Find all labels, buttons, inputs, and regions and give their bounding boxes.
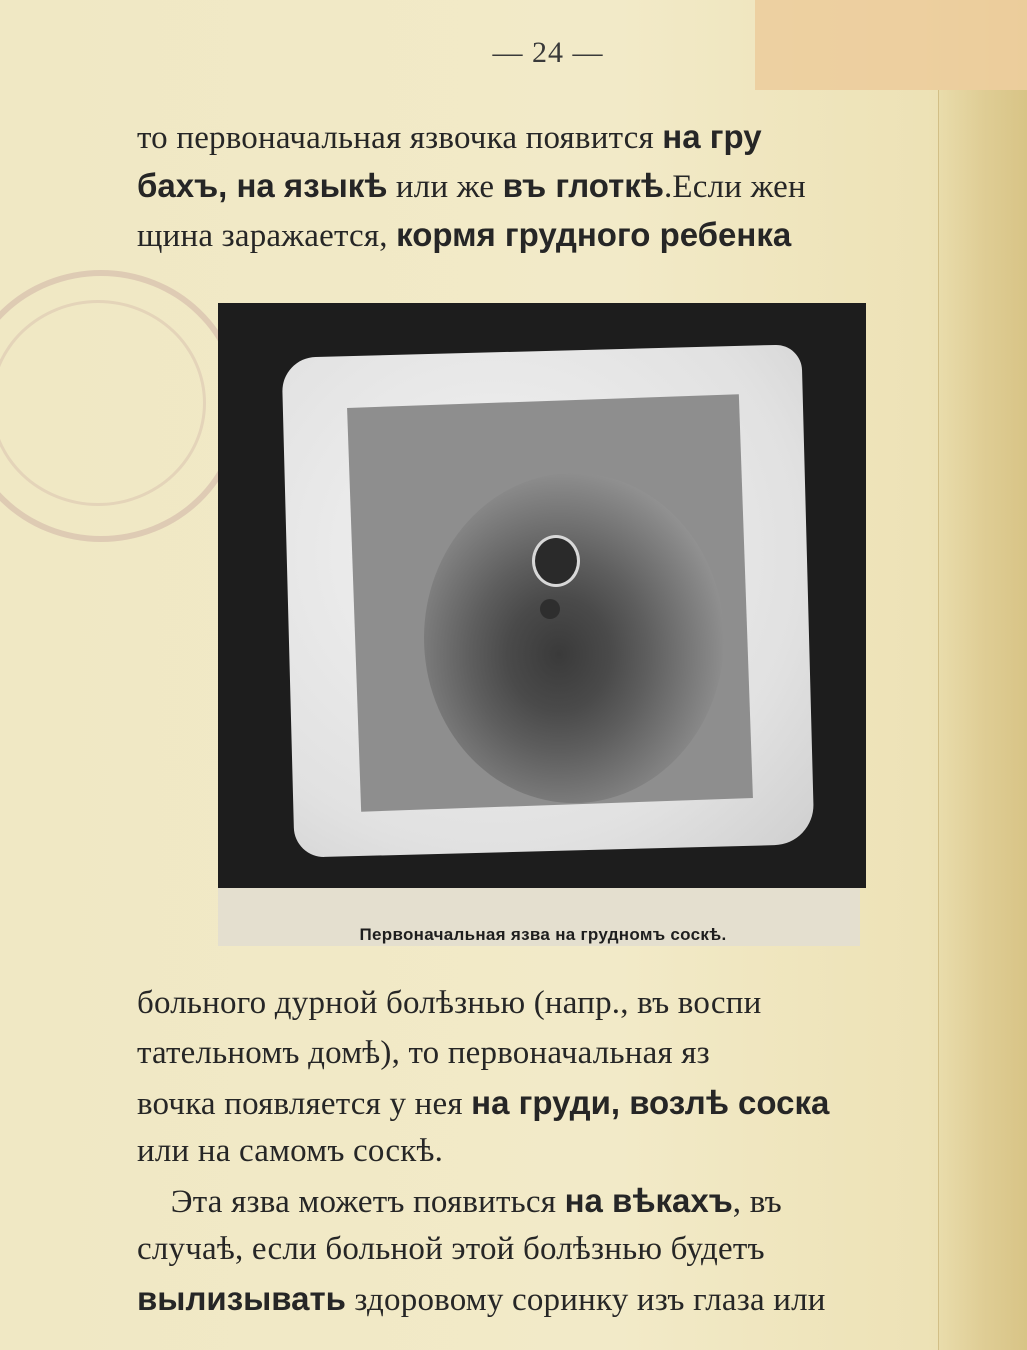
photo-ulcer [532,535,580,587]
text-line [137,216,949,255]
text-run: тательномъ домѣ), то первоначальная яз [137,1035,710,1071]
text-run: .Если жен [663,169,806,205]
bold-text: въ глоткѣ [502,167,664,204]
text-run: Эта язва можетъ появиться [137,1184,565,1220]
text-line [137,1280,949,1319]
paper-tape [755,0,1027,90]
text-run: или на самомъ соскѣ. [137,1133,444,1169]
bold-text: вылизывать [137,1280,346,1317]
text-line [137,1231,949,1268]
text-line [137,167,949,206]
text-line [137,1182,949,1221]
text-run: здоровому соринку изъ глаза или [345,1282,826,1318]
text-line [137,985,949,1022]
figure-caption: Первоначальная язва на грудномъ соскѣ. [359,925,727,944]
library-stamp-inner [0,300,206,506]
text-line [137,118,949,157]
text-line [137,1035,949,1072]
bold-text: кормя грудного ребенка [396,216,792,253]
text-line [137,1084,949,1123]
bold-text: бахъ, на языкѣ [137,167,388,204]
text-run: или же [387,169,503,205]
page-number: — 24 — [492,36,604,69]
text-run: больного дурной болѣзнью (напр., въ воспи [137,985,762,1021]
text-run: щина заражается, [137,218,397,254]
text-run: , въ [732,1184,782,1220]
photo-spot [540,599,560,619]
bold-text: на вѣкахъ [564,1182,733,1219]
photo-areola [424,473,724,803]
text-run: то первоначальная язвочка появится [137,120,663,156]
text-run: вочка появляется у нея [137,1086,472,1122]
text-line [137,1133,949,1170]
bold-text: на гру [662,118,762,155]
page-edge [938,90,1027,1350]
bold-text: на груди, возлѣ соска [471,1084,830,1121]
figure-photo [218,303,866,888]
text-run: случаѣ, если больной этой болѣзнью будетъ [137,1231,765,1267]
